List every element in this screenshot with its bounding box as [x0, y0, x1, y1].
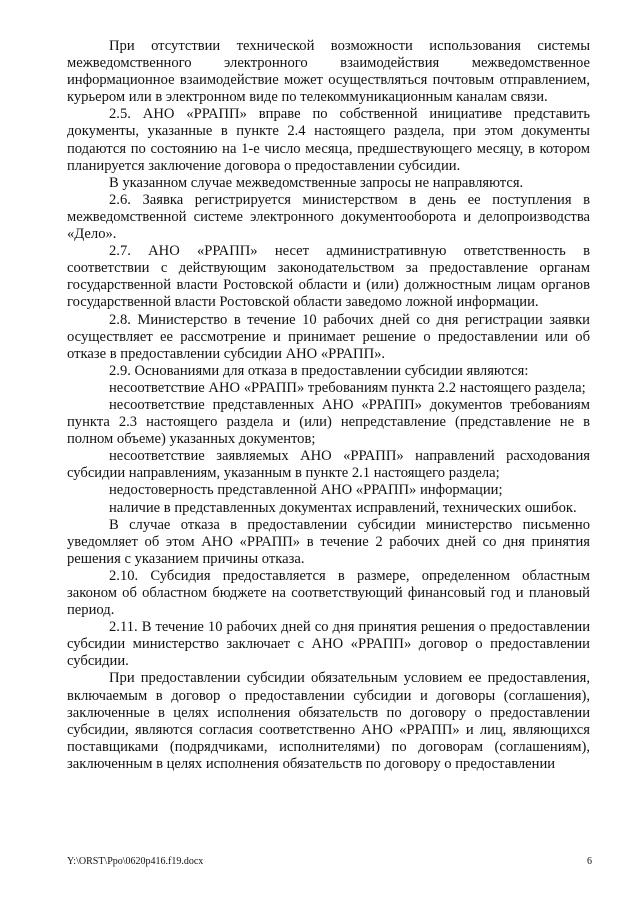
- list-item-refusal-2: несоответствие представленных АНО «РРАПП» документов требованиям пункта 2.3 настоящего раздела и (или) непредставление (представление не в полном объеме) указанных документов;: [67, 396, 590, 448]
- paragraph-communication-channels: При отсутствии технической возможности использования системы межведомственного электронного взаимодействия межведомственное информационное взаимодействие может осуществляться почтовым отправлением, курьером или в электронном виде по телекоммуникационным каналам связи.: [67, 38, 590, 106]
- paragraph-2-5: 2.5. АНО «РРАПП» вправе по собственной инициативе представить документы, указанные в пункте 2.4 настоящего раздела, при этом документы подаются по состоянию на 1-е число месяца, предшествующего месяцу, в котором планируется заключение договора о предоставлении субсидии.: [67, 106, 590, 174]
- footer-file-path: Y:\ORST\Ppo\0620p416.f19.docx: [67, 856, 204, 867]
- list-item-refusal-1: несоответствие АНО «РРАПП» требованиям пункта 2.2 настоящего раздела;: [109, 379, 586, 396]
- paragraph-2-6: 2.6. Заявка регистрируется министерством в день ее поступления в межведомственной системе электронного документооборота и делопроизводства «Дело».: [67, 191, 590, 243]
- paragraph-refusal-notice: В случае отказа в предоставлении субсидии министерство письменно уведомляет об этом АНО «РРАПП» в течение 2 рабочих дней со дня принятия решения с указанием причины отказа.: [67, 516, 590, 567]
- list-item-refusal-3: несоответствие заявляемых АНО «РРАПП» направлений расходования субсидии направлениям, указанным в пункте 2.1 настоящего раздела;: [67, 448, 590, 482]
- paragraph-2-9: 2.9. Основаниями для отказа в предоставлении субсидии являются:: [109, 362, 529, 379]
- paragraph-2-8: 2.8. Министерство в течение 10 рабочих дней со дня регистрации заявки осуществляет ее рассмотрение и принимает решение о предоставлении или об отказе в предоставлении субсидии АНО «РРАПП».: [67, 311, 590, 362]
- list-item-refusal-5: наличие в представленных документах исправлений, технических ошибок.: [109, 499, 577, 516]
- page-number: 6: [587, 856, 592, 867]
- document-body: [67, 38, 590, 773]
- paragraph-2-11: 2.11. В течение 10 рабочих дней со дня принятия решения о предоставлении субсидии министерство заключает с АНО «РРАПП» договор о предоставлении субсидии.: [67, 619, 590, 670]
- page-footer: [67, 856, 592, 867]
- list-item-refusal-4: недостоверность представленной АНО «РРАПП» информации;: [109, 482, 503, 499]
- paragraph-2-7: 2.7. АНО «РРАПП» несет административную ответственность в соответствии с действующим законодательством за предоставление органам государственной власти Ростовской области и (или) должностным лицам органов государственной власти Ростовской области заведомо ложной информации.: [67, 243, 590, 311]
- paragraph-no-requests: В указанном случае межведомственные запросы не направляются.: [109, 174, 524, 191]
- paragraph-mandatory-condition: При предоставлении субсидии обязательным условием ее предоставления, включаемым в договор о предоставлении субсидии и договоры (соглашения), заключенные в целях исполнения обязательств по договору о предоставлении субсидии, являются согласия соответственно АНО «РРАПП» и лиц, являющихся поставщиками (подрядчиками, исполнителями) по договорам (соглашениям), заключенным в целях исполнения обязательств по договору о предоставлении: [67, 670, 590, 772]
- paragraph-2-10: 2.10. Субсидия предоставляется в размере, определенном областным законом об областном бюджете на соответствующий финансовый год и плановый период.: [67, 567, 590, 619]
